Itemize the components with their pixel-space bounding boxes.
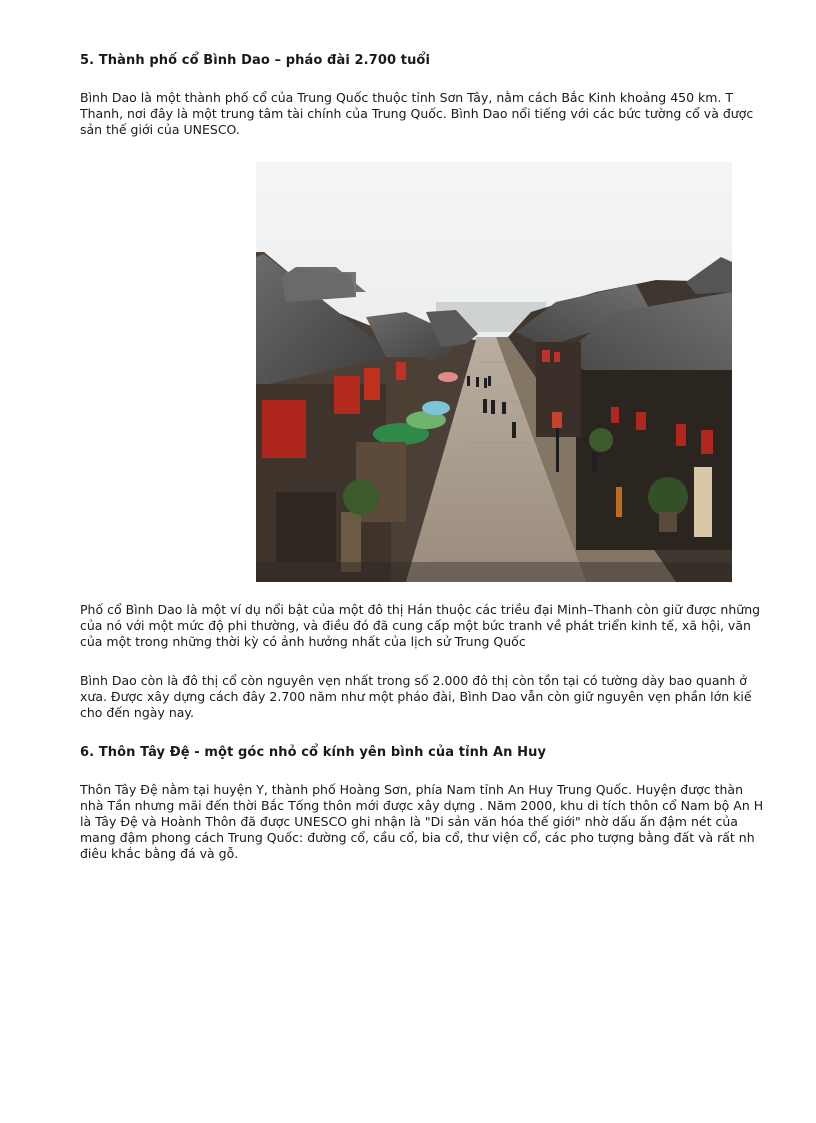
paragraph-line: Thanh, nơi đây là một trung tâm tài chính của Trung Quốc. Bình Dao nổi tiếng với các bức tường cổ và được <box>80 106 754 121</box>
paragraph-line: của nó với một mức độ phi thường, và điều đó đã cung cấp một bức tranh về phát triển kinh tế, xã hội, văn <box>80 618 751 633</box>
paragraph-line: Thôn Tây Đệ nằm tại huyện Y, thành phố Hoàng Sơn, phía Nam tỉnh An Huy Trung Quốc. Huyện được thàn <box>80 782 744 797</box>
potted-plant <box>589 428 613 452</box>
paragraph-line: điêu khắc bằng đá và gỗ. <box>80 846 239 861</box>
paragraph-line: Phố cổ Bình Dao là một ví dụ nổi bật của một đô thị Hán thuộc các triều đại Minh–Thanh còn giữ được những <box>80 602 761 617</box>
ancient-street-photo <box>256 162 732 582</box>
paragraph-line: Bình Dao là một thành phố cổ của Trung Quốc thuộc tỉnh Sơn Tây, nằm cách Bắc Kinh khoảng 450 km. T <box>80 90 734 105</box>
section-5-paragraph-2 <box>80 602 816 650</box>
section-5-paragraph-3 <box>80 673 816 721</box>
paragraph-line: của một trong những thời kỳ có ảnh hưởng nhất của lịch sử Trung Quốc <box>80 634 526 649</box>
paragraph-line: xưa. Được xây dựng cách đây 2.700 năm như một pháo đài, Bình Dao vẫn còn giữ nguyên vẹn phần lớn kiế <box>80 689 752 704</box>
paragraph-line: mang đậm phong cách Trung Quốc: đường cổ, cầu cổ, bia cổ, thư viện cổ, các pho tượng bằng đất và rất nh <box>80 830 755 845</box>
section-5-heading: 5. Thành phố cổ Bình Dao – pháo đài 2.700 tuổi <box>80 53 431 68</box>
section-6-heading: 6. Thôn Tây Đệ - một góc nhỏ cổ kính yên bình của tỉnh An Huy <box>80 745 547 760</box>
section-5-intro-paragraph <box>80 90 816 138</box>
paragraph-line: là Tây Đệ và Hoành Thôn đã được UNESCO ghi nhận là "Di sản văn hóa thế giới" nhờ dấu ấn đậm nét của <box>80 814 738 829</box>
red-banner <box>262 400 306 458</box>
paragraph-line: cho đến ngày nay. <box>80 705 194 720</box>
section-6-paragraph <box>80 782 816 862</box>
paragraph-line: nhà Tần nhưng mãi đến thời Bắc Tống thôn mới được xây dựng . Năm 2000, khu di tích thôn cổ Nam bộ An H <box>80 798 764 813</box>
paragraph-line: sản thế giới của UNESCO. <box>80 122 240 137</box>
paragraph-line: Bình Dao còn là đô thị cổ còn nguyên vẹn nhất trong số 2.000 đô thị còn tồn tại có tường dày bao quanh ở <box>80 673 747 688</box>
